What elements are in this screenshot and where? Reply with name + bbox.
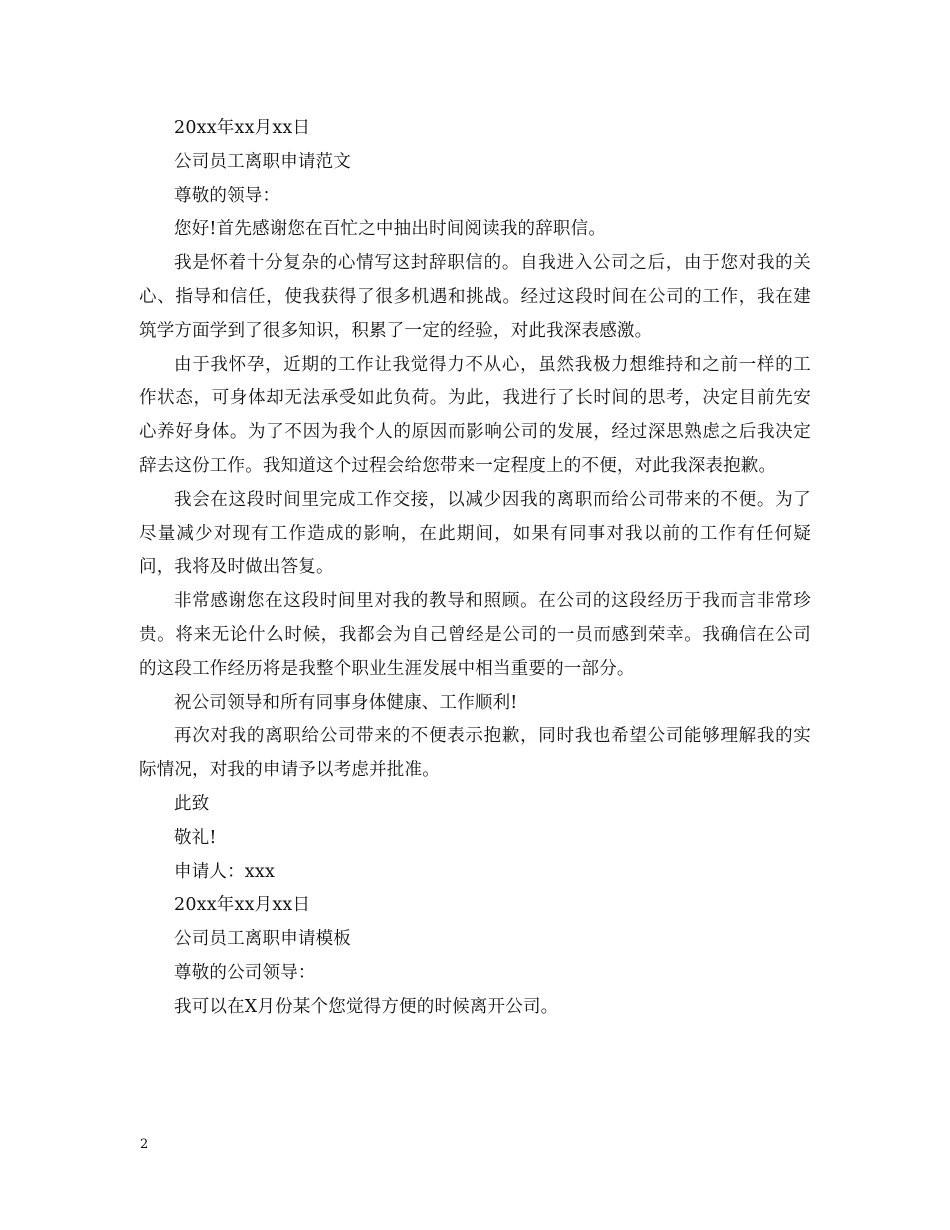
salutation: 尊敬的领导： xyxy=(174,185,281,206)
document-body xyxy=(139,112,811,1025)
section-title: 公司员工离职申请模板 xyxy=(174,929,351,950)
date-line: 20xx年xx月xx日 xyxy=(174,895,311,916)
page-number: 2 xyxy=(140,1137,149,1152)
body-paragraph: 我可以在X月份某个您觉得方便的时候离开公司。 xyxy=(174,996,559,1017)
greeting-paragraph: 您好!首先感谢您在百忙之中抽出时间阅读我的辞职信。 xyxy=(174,219,607,240)
body-paragraph: 非常感谢您在这段时间里对我的教导和照顾。在公司的这段经历于我而言非常珍贵。将来无论什么时候，我都会为自己曾经是公司的一员而感到荣幸。我确信在公司的这段工作经历将是我整个职业生涯发展中相当重要的一部分。 xyxy=(139,591,811,679)
wishes-paragraph: 祝公司领导和所有同事身体健康、工作顺利! xyxy=(174,692,518,713)
body-paragraph: 我会在这段时间里完成工作交接，以减少因我的离职而给公司带来的不便。为了尽量减少对现有工作造成的影响，在此期间，如果有同事对我以前的工作有任何疑问，我将及时做出答复。 xyxy=(139,489,811,578)
body-paragraph: 再次对我的离职给公司带来的不便表示抱歉，同时我也希望公司能够理解我的实际情况，对我的申请予以考虑并批准。 xyxy=(139,726,811,781)
body-paragraph: 我是怀着十分复杂的心情写这封辞职信的。自我进入公司之后，由于您对我的关心、指导和信任，使我获得了很多机遇和挑战。经过这段时间在公司的工作，我在建筑学方面学到了很多知识，积累了一定的经验，对此我深表感激。 xyxy=(139,253,811,341)
section-title: 公司员工离职申请范文 xyxy=(174,151,351,172)
salutation: 尊敬的公司领导： xyxy=(174,962,316,983)
closing-line: 敬礼! xyxy=(174,827,217,848)
applicant-line: 申请人：xxx xyxy=(174,861,276,882)
date-line: 20xx年xx月xx日 xyxy=(174,118,311,138)
body-paragraph: 由于我怀孕，近期的工作让我觉得力不从心，虽然我极力想维持和之前一样的工作状态，可身体却无法承受如此负荷。为此，我进行了长时间的思考，决定目前先安心养好身体。为了不因为我个人的原因而影响公司的发展，经过深思熟虑之后我决定辞去这份工作。我知道这个过程会给您带来一定程度上的不便，对此我深表抱歉。 xyxy=(139,354,811,476)
closing-line: 此致 xyxy=(174,793,210,814)
